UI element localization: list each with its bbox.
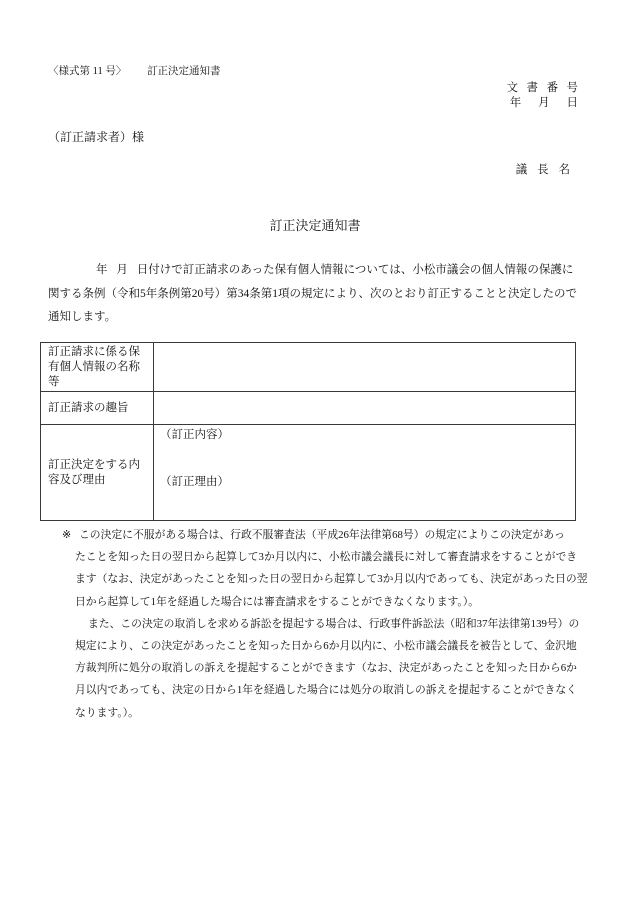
note-line bbox=[62, 524, 588, 546]
note-line: たことを知った日の翌日から起算して3か月以内に、小松市議会議長に対して審査請求をすることができ bbox=[75, 551, 578, 564]
correction-table bbox=[40, 342, 576, 521]
table-label-cell bbox=[41, 425, 154, 520]
document-title: 訂正決定通知書 bbox=[269, 218, 361, 233]
body-line: 年 月 日付けで訂正請求のあった保有個人情報については、小松市議会の個人情報の保護に bbox=[96, 264, 574, 276]
body-line: 関する条例（令和5年条例第20号）第34条第1項の規定により、次のとおり訂正することと決定したので bbox=[48, 287, 577, 300]
table-value-cell bbox=[154, 392, 575, 424]
addressee: （訂正請求者）様 bbox=[48, 130, 145, 144]
note-text: この決定に不服がある場合は、行政不服審査法（平成26年法律第68号）の規定によりこの決定があっ bbox=[79, 529, 565, 541]
table-label-cell bbox=[41, 343, 154, 391]
note-line: 方裁判所に処分の取消しの訴えを提起することができます（なお、決定があったことを知った日から6か bbox=[75, 662, 577, 675]
date-label: 年 月 日 bbox=[509, 97, 578, 109]
note-line: また、この決定の取消しを求める訴訟を提起する場合は、行政事件訴訟法（昭和37年法律第139号）の bbox=[88, 617, 580, 630]
note-line: 日から起算して1年を経過した場合には審査請求をすることができなくなります。）。 bbox=[75, 595, 480, 608]
note-line: なります。）。 bbox=[75, 706, 139, 719]
table-value-cell bbox=[154, 343, 575, 391]
note-line: 月以内であっても、決定の日から1年を経過した場合には処分の取消しの訴えを提起することができなく bbox=[75, 684, 577, 697]
table-row bbox=[41, 343, 575, 391]
row-label-request-purpose: 訂正請求の趣旨 bbox=[48, 401, 129, 414]
body-line: 通知します。 bbox=[48, 311, 117, 323]
note-line: ます（なお、決定があったことを知った日の翌日から起算して3か月以内であっても、決定があった日の翌 bbox=[75, 573, 588, 586]
row-label-information-name: 訂正請求に係る保有個人情報の名称等 bbox=[48, 345, 140, 388]
table-label-cell bbox=[41, 392, 154, 424]
form-number: 〈様式第 11 号〉 bbox=[48, 66, 127, 77]
note-line: 規定により、この決定があったことを知った日から6か月以内に、小松市議会議長を被告として、金沢地 bbox=[75, 639, 577, 652]
document-number-label: 文 書 番 号 bbox=[506, 82, 578, 94]
row-label-decision-content-reason: 訂正決定をする内容及び理由 bbox=[48, 458, 140, 486]
table-row bbox=[41, 391, 575, 424]
table-value-cell bbox=[154, 425, 575, 520]
table-row bbox=[41, 424, 575, 520]
notes bbox=[62, 524, 588, 724]
note-marker: ※ bbox=[62, 529, 72, 541]
form-name: 訂正決定通知書 bbox=[147, 66, 221, 77]
sender-name: 議 長 名 bbox=[515, 164, 570, 176]
correction-reason-heading: （訂正理由） bbox=[160, 476, 229, 488]
correction-content-heading: （訂正内容） bbox=[160, 429, 229, 441]
